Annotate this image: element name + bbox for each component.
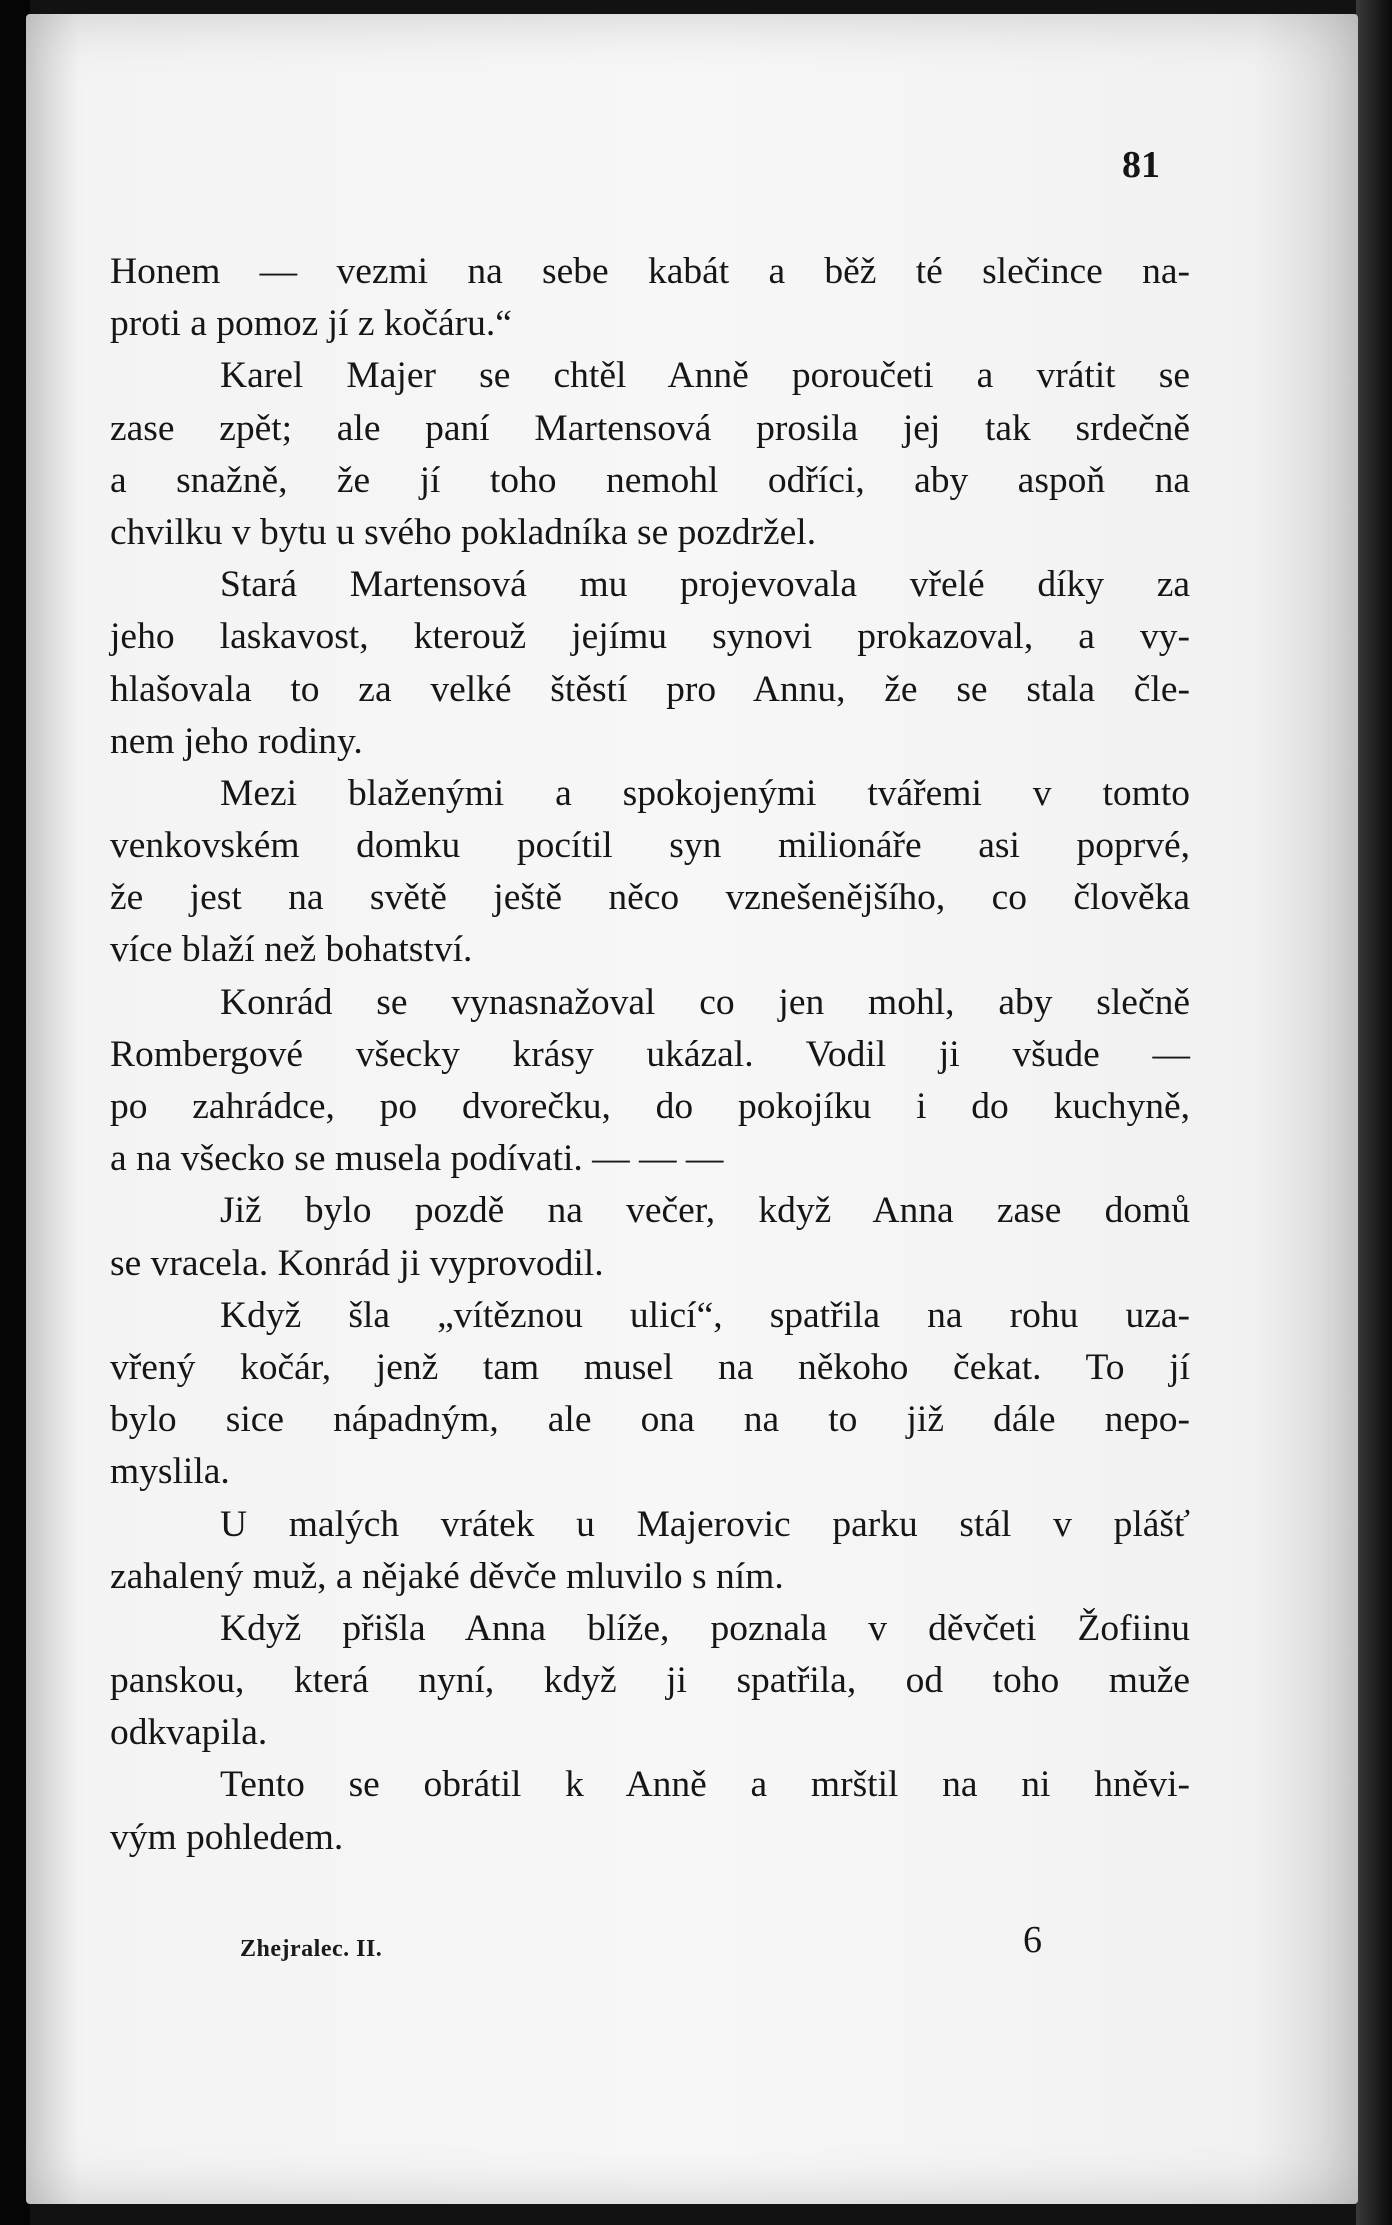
text-line: Rombergové všecky krásy ukázal. Vodil ji všude — [110, 1033, 1190, 1075]
text-line: Tento se obrátil k Anně a mrštil na ni hněvi- [220, 1764, 1190, 1806]
text-line: chvilku v bytu u svého pokladníka se pozdržel. [110, 511, 817, 553]
text-line: Mezi blaženými a spokojenými tvářemi v tomto [220, 772, 1190, 814]
text-line: po zahrádce, po dvorečku, do pokojíku i do kuchyně, [110, 1086, 1190, 1127]
text-line: Když šla „vítěznou ulicí“, spatřila na rohu uza- [220, 1294, 1190, 1336]
text-line: zahalený muž, a nějaké děvče mluvilo s ním. [110, 1555, 784, 1597]
text-line: vřený kočár, jenž tam musel na někoho čekat. To jí [110, 1346, 1190, 1388]
text-line: bylo sice nápadným, ale ona na to již dále nepo- [110, 1399, 1190, 1441]
text-line: odkvapila. [110, 1712, 268, 1754]
text-line: Honem — vezmi na sebe kabát a běž té slečince na- [110, 251, 1190, 292]
body-text [110, 246, 1190, 1864]
text-line: hlašovala to za velké štěstí pro Annu, že se stala čle- [110, 668, 1190, 710]
text-line: zase zpět; ale paní Martensová prosila jej tak srdečně [110, 407, 1190, 449]
page-number: 81 [1122, 144, 1160, 186]
text-line: myslila. [110, 1451, 230, 1493]
text-line: Karel Majer se chtěl Anně poroučeti a vrátit se [220, 355, 1190, 397]
text-line: že jest na světě ještě něco vznešenějšího, co člověka [110, 877, 1190, 919]
text-line: panskou, která nyní, když ji spatřila, od toho muže [110, 1660, 1190, 1702]
text-line: jeho laskavost, kterouž jejímu synovi prokazoval, a vy- [110, 616, 1190, 658]
text-line: se vracela. Konrád ji vyprovodil. [110, 1242, 604, 1284]
text-line: a snažně, že jí toho nemohl odříci, aby aspoň na [110, 459, 1190, 501]
printer-signature: Zhejralec. II. [240, 1936, 383, 1962]
text-line: vým pohledem. [110, 1816, 344, 1858]
text-line: proti a pomoz jí z kočáru.“ [110, 303, 512, 345]
text-line: Konrád se vynasnažoval co jen mohl, aby slečně [220, 981, 1190, 1023]
text-line: U malých vrátek u Majerovic parku stál v plášť [220, 1503, 1190, 1545]
signature-mark: 6 [1023, 1919, 1042, 1961]
text-line: venkovském domku pocítil syn milionáře asi poprvé, [110, 825, 1190, 867]
text-line: Již bylo pozdě na večer, když Anna zase domů [220, 1190, 1190, 1232]
right-edge-shadow [1356, 0, 1392, 2225]
text-line: Stará Martensová mu projevovala vřelé díky za [220, 564, 1190, 606]
text-line: nem jeho rodiny. [110, 720, 363, 762]
text-line: a na všecko se musela podívati. — — — [110, 1138, 724, 1180]
text-line: Když přišla Anna blíže, poznala v děvčeti Žofiinu [220, 1607, 1190, 1649]
text-line: více blaží než bohatství. [110, 929, 473, 971]
